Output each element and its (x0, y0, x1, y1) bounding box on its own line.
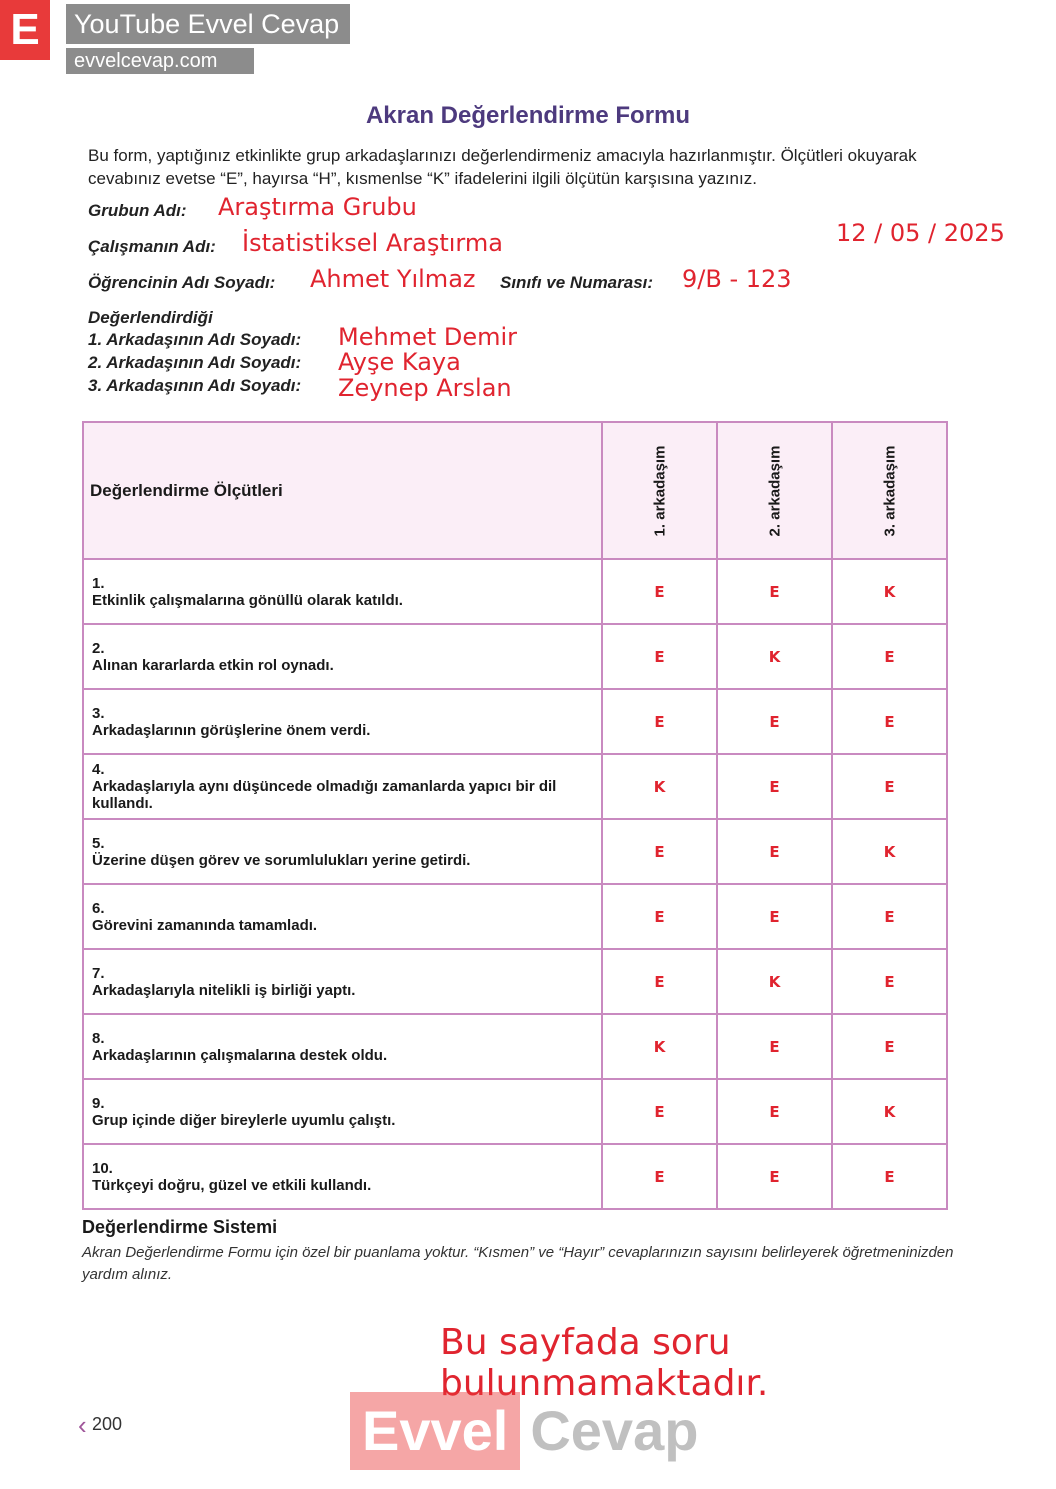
criterion-cell (83, 884, 602, 949)
mark-friend1: E (602, 949, 717, 1014)
mark-friend2: E (717, 884, 832, 949)
friend2-value: Ayşe Kaya (338, 348, 461, 376)
table-row (83, 754, 947, 819)
mark-friend3: E (832, 754, 947, 819)
mark-friend1: K (602, 1014, 717, 1079)
class-number-label: Sınıfı ve Numarası: (500, 273, 654, 292)
mark-friend1: K (602, 754, 717, 819)
criterion-text: Türkçeyi doğru, güzel ve etkili kullandı. (92, 1176, 372, 1194)
mark-friend1: E (602, 819, 717, 884)
criterion-number: 4. (92, 761, 105, 778)
criterion-cell (83, 819, 602, 884)
student-name-label: Öğrencinin Adı Soyadı: (88, 273, 276, 292)
criterion-text: Arkadaşlarıyla nitelikli iş birliği yaptı. (92, 981, 356, 999)
criterion-text: Görevini zamanında tamamladı. (92, 916, 318, 934)
mark-friend2: E (717, 819, 832, 884)
youtube-channel-banner: YouTube Evvel Cevap (66, 4, 350, 44)
criterion-cell (83, 559, 602, 624)
criterion-cell (83, 1014, 602, 1079)
mark-friend3: E (832, 884, 947, 949)
criterion-number: 3. (92, 704, 105, 722)
mark-friend3: K (832, 1079, 947, 1144)
no-question-note: Bu sayfada soru bulunmamaktadır. (440, 1322, 769, 1404)
mark-friend3: E (832, 689, 947, 754)
friend3-value: Zeynep Arslan (338, 374, 512, 402)
site-url-banner: evvelcevap.com (66, 48, 254, 74)
criterion-text: Etkinlik çalışmalarına gönüllü olarak katıldı. (92, 591, 403, 609)
col-header-friend1: 1. arkadaşım (602, 422, 717, 559)
brand-logo: E (0, 0, 50, 60)
mark-friend2: E (717, 754, 832, 819)
criterion-number: 7. (92, 964, 105, 982)
system-title: Değerlendirme Sistemi (82, 1217, 278, 1237)
criterion-text: Arkadaşlarının görüşlerine önem verdi. (92, 721, 371, 739)
mark-friend1: E (602, 624, 717, 689)
friend1-value: Mehmet Demir (338, 323, 518, 351)
col-header-friend3: 3. arkadaşım (832, 422, 947, 559)
criterion-text: Alınan kararlarda etkin rol oynadı. (92, 656, 334, 674)
mark-friend2: E (717, 1014, 832, 1079)
table-row (83, 1014, 947, 1079)
friend1-label: 1. Arkadaşının Adı Soyadı: (88, 330, 302, 349)
page-title: Akran Değerlendirme Formu (365, 102, 691, 129)
criterion-number: 10. (92, 1159, 113, 1177)
mark-friend1: E (602, 689, 717, 754)
mark-friend1: E (602, 1144, 717, 1209)
table-row (83, 1144, 947, 1209)
mark-friend3: K (832, 559, 947, 624)
table-row (83, 884, 947, 949)
table-row (83, 559, 947, 624)
criteria-header: Değerlendirme Ölçütleri (83, 422, 602, 559)
mark-friend1: E (602, 884, 717, 949)
page-number: 200 (92, 1414, 123, 1434)
criterion-number: 1. (92, 574, 105, 592)
mark-friend3: E (832, 1144, 947, 1209)
mark-friend2: K (717, 624, 832, 689)
criteria-table (82, 421, 948, 1210)
mark-friend1: E (602, 559, 717, 624)
system-text: Akran Değerlendirme Formu için özel bir puanlama yoktur. “Kısmen” ve “Hayır” cevaplarınızın sayısını belirleyerek öğretmeninizden yardım alınız. (82, 1244, 954, 1283)
friend2-label: 2. Arkadaşının Adı Soyadı: (88, 353, 302, 372)
table-row (83, 949, 947, 1014)
work-name-value: İstatistiksel Araştırma (242, 229, 503, 257)
criterion-text: Arkadaşlarıyla aynı düşüncede olmadığı zamanlarda yapıcı bir dil kullandı. (92, 778, 557, 812)
table-row (83, 624, 947, 689)
mark-friend1: E (602, 1079, 717, 1144)
criterion-cell (83, 754, 602, 819)
table-row (83, 1079, 947, 1144)
criterion-cell (83, 949, 602, 1014)
mark-friend2: E (717, 689, 832, 754)
table-row (83, 689, 947, 754)
evaluated-label: Değerlendirdiği (88, 308, 213, 327)
group-name-value: Araştırma Grubu (218, 193, 417, 221)
work-name-label: Çalışmanın Adı: (88, 237, 216, 256)
criterion-text: Grup içinde diğer bireylerle uyumlu çalıştı. (92, 1111, 396, 1129)
criterion-cell (83, 1079, 602, 1144)
group-name-label: Grubun Adı: (88, 201, 187, 220)
mark-friend2: K (717, 949, 832, 1014)
mark-friend2: E (717, 559, 832, 624)
student-name-value: Ahmet Yılmaz (310, 265, 476, 293)
mark-friend3: E (832, 949, 947, 1014)
class-number-value: 9/B - 123 (682, 265, 792, 293)
table-row (83, 819, 947, 884)
criterion-cell (83, 689, 602, 754)
mark-friend2: E (717, 1144, 832, 1209)
criterion-number: 6. (92, 899, 105, 917)
date-value: 12 / 05 / 2025 (836, 219, 1005, 247)
friend3-label: 3. Arkadaşının Adı Soyadı: (88, 376, 302, 395)
chevron-left-icon: ‹ (78, 1410, 87, 1440)
bottom-watermark-logo: Evvel Cevap (350, 1392, 698, 1470)
criterion-number: 8. (92, 1029, 105, 1047)
criterion-number: 9. (92, 1094, 105, 1112)
criterion-cell (83, 624, 602, 689)
intro-text: Bu form, yaptığınız etkinlikte grup arkadaşlarınızı değerlendirmeniz amacıyla hazırlanmıştır. Ölçütleri okuyarak cevabınız evetse “E”, hayırsa “H”, kısmenlse “K” ifadelerini ilgili ölçütün karşısına yazınız. (88, 146, 917, 188)
criterion-number: 2. (92, 639, 105, 657)
mark-friend3: E (832, 1014, 947, 1079)
criterion-text: Arkadaşlarının çalışmalarına destek oldu. (92, 1046, 388, 1064)
mark-friend3: E (832, 624, 947, 689)
mark-friend3: K (832, 819, 947, 884)
mark-friend2: E (717, 1079, 832, 1144)
criterion-number: 5. (92, 834, 105, 852)
criterion-text: Üzerine düşen görev ve sorumlulukları yerine getirdi. (92, 851, 471, 869)
criterion-cell (83, 1144, 602, 1209)
col-header-friend2: 2. arkadaşım (717, 422, 832, 559)
